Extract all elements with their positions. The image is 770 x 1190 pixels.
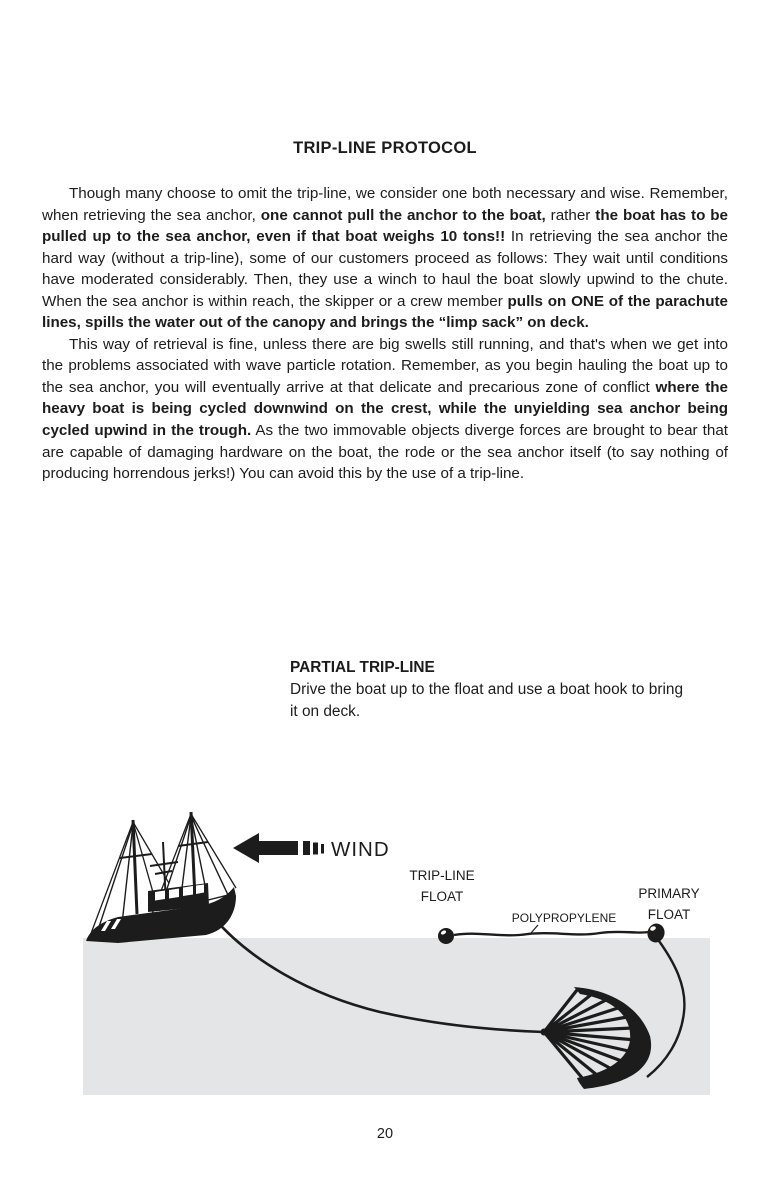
paragraph-1: Though many choose to omit the trip-line, we consider one both necessary and wise. Remember, when retrieving the sea anchor, one cannot pull the anchor to the boat, rather the boat has to be pulled up to the sea anchor, even if that boat weighs 10 tons!! In retrieving the sea anchor the hard way (without a trip-line), some of our customers proceed as follows: They wait until conditions have moderated considerably. Then, they use a winch to haul the boat slowly upwind to the chute. When the sea anchor is within reach, the skipper or a crew member pulls on ONE of the parachute lines, spills the water out of the canopy and brings the “limp sack” on deck.	[42, 185, 729, 332]
caption-heading: PARTIAL TRIP-LINE	[290, 659, 435, 676]
primary-float-label-line1: PRIMARY	[638, 886, 700, 901]
paragraph-2: This way of retrieval is fine, unless there are big swells still running, and that's when we get into the problems associated with wave particle rotation. Remember, as you begin hauling the boat up to the sea anchor, you will eventually arrive at that delicate and precarious zone of conflict where the heavy boat is being cycled downwind on the crest, while the unyielding sea anchor being cycled upwind in the trough. As the two immovable objects diverge forces are brought to bear that are capable of damaging hardware on the boat, the rode or the sea anchor itself (to say nothing of producing horrendous jerks!) You can avoid this by the use of a trip-line.	[42, 335, 728, 483]
wind-arrow-icon	[233, 833, 324, 863]
boat-illustration	[86, 812, 236, 943]
caption-body: Drive the boat up to the float and use a boat hook to bring it on deck.	[290, 681, 683, 720]
body-text	[42, 183, 728, 485]
figure-caption	[290, 657, 683, 723]
tripline-float-label-line2: FLOAT	[420, 889, 464, 904]
primary-float-label-line2: FLOAT	[647, 907, 691, 922]
polypropylene-rope	[454, 932, 648, 935]
rope-label: POLYPROPYLENE	[511, 911, 617, 925]
trip-line-diagram	[0, 800, 770, 1120]
tripline-float	[438, 928, 454, 944]
page-title: TRIP-LINE PROTOCOL	[293, 139, 477, 157]
page-number: 20	[376, 1126, 394, 1142]
wind-label: WIND	[331, 838, 390, 861]
rope-label-leader	[531, 925, 538, 933]
tripline-float-label-line1: TRIP-LINE	[409, 868, 475, 883]
